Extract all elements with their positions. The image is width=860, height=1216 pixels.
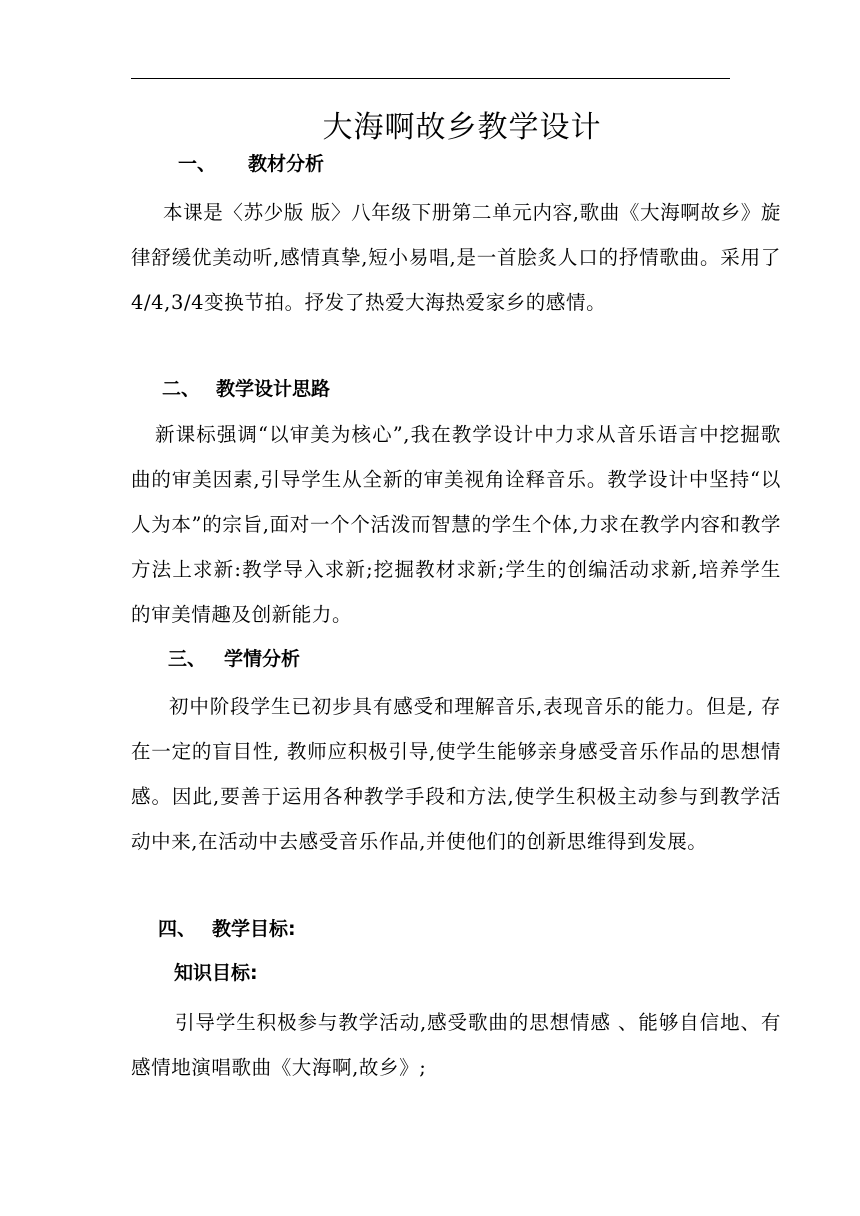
document-title: 大海啊故乡教学设计	[322, 110, 602, 145]
section-heading-4	[158, 914, 296, 944]
section-number: 三、	[168, 648, 207, 670]
section-paragraph-4: 引导学生积极参与教学活动,感受歌曲的思想情感 、能够自信地、有感情地演唱歌曲《大海啊,故乡》;	[131, 1011, 781, 1079]
section-paragraph-2: 新课标强调“以审美为核心”,我在教学设计中力求从音乐语言中挖掘歌曲的审美因素,引导学生从全新的审美视角诠释音乐。教学设计中坚持“以人为本”的宗旨,面对一个个活泼而智慧的学生个体,力求在教学内容和教学方法上求新:教学导入求新;挖掘教材求新;学生的创编活动求新,培养学生的审美情趣及创新能力。	[131, 423, 781, 626]
section-heading-1	[178, 149, 324, 179]
section-title: 教学目标:	[212, 918, 296, 940]
section-number: 二、	[162, 378, 201, 400]
section-paragraph-1: 本课是〈苏少版 版〉八年级下册第二单元内容,歌曲《大海啊故乡》旋律舒缓优美动听,感情真挚,短小易唱,是一首脍炙人口的抒情歌曲。采用了4/4,3/4变换节拍。抒发了热爱大海热爱家乡的感情。	[131, 201, 781, 314]
sub-heading-knowledge-goals: 知识目标:	[174, 962, 258, 984]
header-rule	[131, 78, 730, 79]
section-paragraph-3: 初中阶段学生已初步具有感受和理解音乐,表现音乐的能力。但是, 存在一定的盲目性, 教师应积极引导,使学生能够亲身感受音乐作品的思想情感。因此,要善于运用各种教学手段和方法,使学生积极主动参与到教学活动中来,在活动中去感受音乐作品,并使他们的创新思维得到发展。	[131, 695, 781, 853]
section-title: 学情分析	[224, 648, 301, 670]
section-heading-2	[162, 374, 330, 404]
section-title: 教学设计思路	[216, 378, 331, 400]
section-title: 教材分析	[248, 153, 325, 175]
section-heading-3	[168, 644, 300, 674]
section-number: 四、	[158, 918, 197, 940]
section-number: 一、	[178, 153, 217, 175]
